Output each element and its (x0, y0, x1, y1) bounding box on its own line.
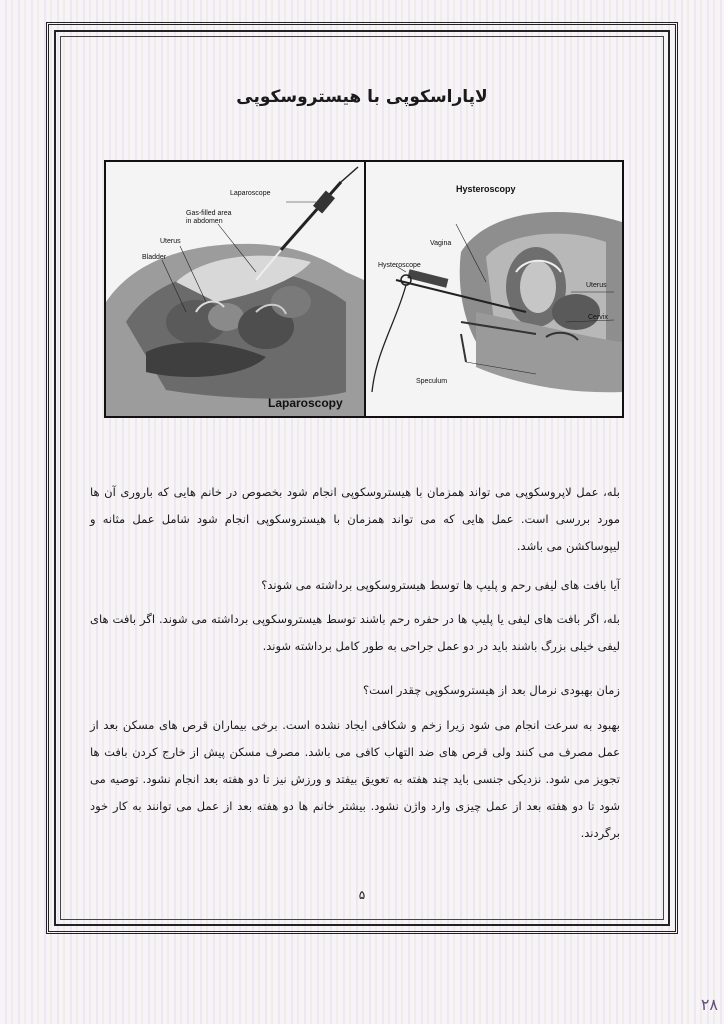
label-gas-area-line2: in abdomen (186, 218, 223, 225)
answer-paragraph-2: بله، اگر بافت های لیفی یا پلیپ ها در حفره رحم باشند توسط هیستروسکوپی برداشته می شوند. اگر بافت های لیفی خیلی بزرگ باشند باید در دو عمل جراحی به طور کامل برداشته شوند. (90, 612, 620, 653)
answer-paragraph-3: بهبود به سرعت انجام می شود زیرا زخم و شکافی ایجاد نشده است. برخی بیماران قرص های مسکن بعد از عمل مصرف می کنند ولی قرص های ضد التهاب کافی می باشد. مصرف مسکن پیش از خارج کردن بافت ها تجویز می شود. نزدیکی جنسی باید چند هفته به تعویق بیفتد و ورزش نیز تا دو هفته بعد انجام نشود. توصیه می شود تا دو هفته بعد از عمل چیزی وارد واژن نشود. بیشتر خانم ها دو هفته بعد از عمل می توانند به کار خود برگردند. (90, 718, 620, 840)
label-bladder: Bladder (142, 254, 167, 261)
question-heading-1: آیا بافت های لیفی رحم و پلیپ ها توسط هیستروسکوپی برداشته می شوند؟ (261, 578, 620, 592)
label-speculum: Speculum (416, 378, 448, 385)
label-hysteroscope: Hysteroscope (378, 262, 421, 269)
hysteroscopy-drawing (366, 162, 622, 416)
label-uterus: Uterus (160, 238, 181, 245)
question-heading-2: زمان بهبودی نرمال بعد از هیستروسکوپی چقدر است؟ (362, 683, 620, 697)
page-number: ۵ (358, 888, 366, 902)
caption-laparoscopy: Laparoscopy (268, 396, 343, 410)
caption-hysteroscopy: Hysteroscopy (456, 184, 516, 194)
laparoscopy-illustration (106, 162, 364, 416)
label-gas-area-line1: Gas-filled area (186, 210, 232, 217)
hysteroscopy-illustration (366, 162, 622, 416)
label-vagina: Vagina (430, 240, 452, 247)
corner-page-number: ۲۸ (700, 995, 718, 1014)
figure-laparoscopy-hysteroscopy (104, 160, 624, 418)
page-title: لاپاراسکوپی با هیستروسکوپی (236, 87, 488, 108)
label-laparoscope: Laparoscope (230, 190, 271, 197)
answer-paragraph-1: بله، عمل لاپروسکوپی می تواند همزمان با هیستروسکوپی انجام شود بخصوص در خانم هایی که باروری آن ها مورد بررسی است. عمل هایی که می تواند همزمان با هیستروسکوپی انجام شود شامل عمل مثانه و لیپوساکشن می باشد. (90, 485, 620, 553)
label-uterus-right: Uterus (586, 282, 607, 289)
laparoscopy-drawing (106, 162, 364, 416)
label-cervix: Cervix (588, 314, 608, 321)
